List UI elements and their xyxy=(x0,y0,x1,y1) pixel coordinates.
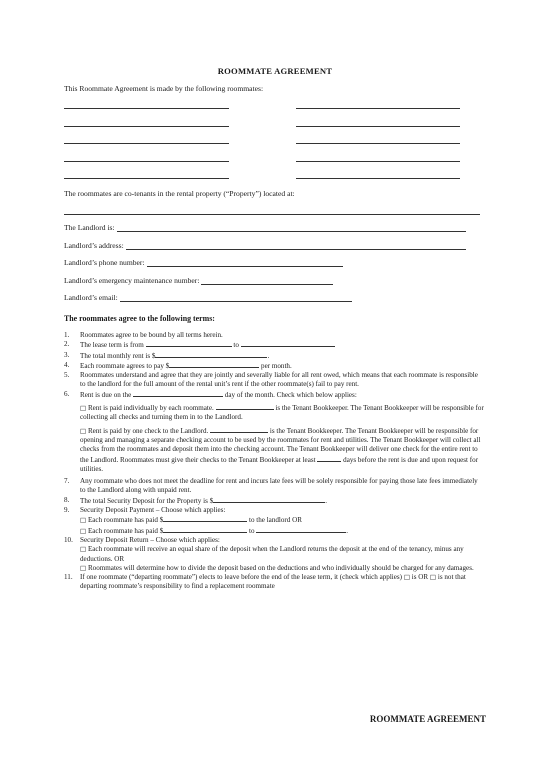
option-text: days before the rent is due and upon request for utilities. xyxy=(80,455,479,473)
roommate-name-field[interactable] xyxy=(64,161,229,162)
option-text: is the Tenant Bookkeeper. The Tenant Bookkeeper will be responsible for collecting all checks and turning them in to the Landlord. xyxy=(80,404,484,422)
checkbox-icon[interactable]: □ xyxy=(80,404,87,413)
term-item xyxy=(64,331,484,340)
term-item xyxy=(64,371,484,390)
cotenants-text: The roommates are co-tenants in the rental property (“Property”) located at: xyxy=(64,189,295,198)
landlord-name-row xyxy=(64,223,466,232)
lease-start-field[interactable] xyxy=(146,340,232,347)
rent-option-individual xyxy=(80,403,484,423)
term-number: 10. xyxy=(64,535,73,544)
term-item xyxy=(64,536,484,545)
rent-due-day-field[interactable] xyxy=(133,390,223,397)
roommate-name-field[interactable] xyxy=(64,126,229,127)
landlord-phone-field[interactable] xyxy=(147,259,343,267)
term-number: 1. xyxy=(64,331,70,339)
term-item xyxy=(64,361,484,371)
property-address-field[interactable] xyxy=(64,214,480,215)
checkbox-icon[interactable]: □ xyxy=(80,545,87,554)
term-item xyxy=(64,573,484,592)
term-number: 7. xyxy=(64,477,70,486)
term-item xyxy=(64,390,484,400)
landlord-email-label: Landlord’s email: xyxy=(64,293,118,302)
term-text: day of the month. Check which below applies: xyxy=(224,390,357,399)
security-deposit-field[interactable] xyxy=(213,496,325,503)
checkbox-icon[interactable]: □ xyxy=(403,573,410,582)
option-text: Rent is paid by one check to the Landlord. xyxy=(87,426,209,435)
term-text: The lease term is from xyxy=(80,341,144,350)
term-text: Roommates agree to be bound by all terms herein. xyxy=(80,331,223,339)
roommate-name-field[interactable] xyxy=(296,178,460,179)
landlord-emergency-field[interactable] xyxy=(201,277,333,285)
option-text: Rent is paid individually by each roommate. xyxy=(87,404,214,413)
roommate-name-field[interactable] xyxy=(296,126,460,127)
landlord-address-label: Landlord’s address: xyxy=(64,241,124,250)
deposit-amount-field[interactable] xyxy=(163,526,247,533)
option-text: to the landlord OR xyxy=(248,516,302,525)
option-text: Each roommate has paid $ xyxy=(87,516,164,525)
roommate-name-field[interactable] xyxy=(64,178,229,179)
landlord-phone-label: Landlord’s phone number: xyxy=(64,258,145,267)
option-text: is the Tenant Bookkeeper. The Tenant Bookkeeper will be responsible for opening and managing a separate checking account to be used by the roommates for rent and utilities. The Tenant Bookkeeper will collect all checks from the roommates and deposit them into the checking account. The Tenant Bookkeeper will deliver one check for the entire rent to the Landlord. Roommates must give their checks to the Tenant Bookkeeper at least xyxy=(80,426,481,464)
option-text: Each roommate has paid $ xyxy=(87,526,164,535)
lease-end-field[interactable] xyxy=(241,340,335,347)
term-number: 4. xyxy=(64,360,70,369)
term-item xyxy=(64,340,484,350)
footer-title: ROOMMATE AGREEMENT xyxy=(369,714,486,724)
term-text: If one roommate (“departing roommate”) elects to leave before the end of the lease term, it (check which applies) xyxy=(80,573,403,582)
term-number: 9. xyxy=(64,506,70,515)
term-text: Security Deposit Payment – Choose which applies: xyxy=(80,506,226,515)
checkbox-icon[interactable]: □ xyxy=(80,563,87,572)
deposit-amount-field[interactable] xyxy=(163,515,247,522)
rent-option-one-check xyxy=(80,426,484,474)
return-option-damages xyxy=(80,564,484,573)
term-item: 8. The total Security Deposit for the Property is $ . xyxy=(64,495,327,505)
term-item xyxy=(64,477,484,496)
term-text: The total monthly rent is $ xyxy=(80,351,156,360)
days-before-field[interactable] xyxy=(317,455,341,462)
term-text: Rent is due on the xyxy=(80,390,132,399)
landlord-email-field[interactable] xyxy=(120,294,352,302)
terms-heading: The roommates agree to the following terms: xyxy=(64,314,215,323)
landlord-address-row xyxy=(64,241,466,250)
term-text: is not that departing roommate’s responsibility to find a replacement roommate xyxy=(80,573,466,591)
roommate-name-field[interactable] xyxy=(296,161,460,162)
landlord-name-field[interactable] xyxy=(117,224,466,232)
term-text: Security Deposit Return – Choose which applies: xyxy=(80,535,220,544)
term-text: Any roommate who does not meet the deadline for rent and incurs late fees will be solely responsible for paying those late fees immediately to the Landlord along with unpaid rent. xyxy=(80,477,478,495)
term-text: Roommates understand and agree that they are jointly and severally liable for all rent owed, which means that each roommate is responsible to the landlord for the full amount of the rental unit’s rent if the other roommate(s) fail to pay rent. xyxy=(80,371,478,389)
checkbox-icon[interactable]: □ xyxy=(80,526,87,535)
term-text: The total Security Deposit for the Property is $ xyxy=(80,496,214,505)
term-number: 6. xyxy=(64,389,70,398)
term-number: 8. xyxy=(64,495,70,504)
term-number: 2. xyxy=(64,340,70,349)
deposit-option-other: □ Each roommate has paid $ to . xyxy=(80,526,349,535)
term-number: 11. xyxy=(64,573,73,582)
landlord-email-row xyxy=(64,293,352,302)
terms-list xyxy=(64,331,484,592)
option-text: Roommates will determine how to divide the deposit based on the deductions and who individually should be charged for any damages. xyxy=(87,563,474,572)
document-title: ROOMMATE AGREEMENT xyxy=(217,66,333,76)
term-text: per month. xyxy=(261,361,292,370)
bookkeeper-name-field[interactable] xyxy=(216,403,274,410)
checkbox-icon[interactable]: □ xyxy=(429,573,437,582)
option-text: Each roommate will receive an equal share of the deposit when the Landlord returns the deposit at the end of the tenancy, minus any deductions. OR xyxy=(80,545,464,563)
term-text: Each roommate agrees to pay $ xyxy=(80,361,170,370)
roommate-name-field[interactable] xyxy=(64,143,229,144)
term-text: is OR xyxy=(411,573,429,582)
bookkeeper-name-field[interactable] xyxy=(210,426,268,433)
intro-text: This Roommate Agreement is made by the following roommates: xyxy=(64,84,264,93)
checkbox-icon[interactable]: □ xyxy=(80,426,87,435)
term-number: 3. xyxy=(64,350,70,359)
landlord-address-field[interactable] xyxy=(126,242,466,250)
deposit-recipient-field[interactable] xyxy=(256,526,346,533)
term-item: 3. The total monthly rent is $ . xyxy=(64,350,270,360)
term-text: to xyxy=(233,341,239,350)
checkbox-icon[interactable]: □ xyxy=(80,516,87,525)
return-option-equal xyxy=(80,545,484,564)
roommate-name-field[interactable] xyxy=(64,108,229,109)
term-item xyxy=(64,506,484,515)
landlord-emergency-row xyxy=(64,276,333,285)
landlord-name-label: The Landlord is: xyxy=(64,223,115,232)
landlord-emergency-label: Landlord’s emergency maintenance number: xyxy=(64,276,200,285)
option-text: to xyxy=(248,526,255,535)
roommate-name-field[interactable] xyxy=(296,143,460,144)
roommate-name-field[interactable] xyxy=(296,108,460,109)
rent-share-field[interactable] xyxy=(169,361,259,368)
deposit-option-landlord xyxy=(80,515,484,525)
term-number: 5. xyxy=(64,371,70,380)
landlord-phone-row xyxy=(64,258,343,267)
total-rent-field[interactable] xyxy=(155,351,267,358)
